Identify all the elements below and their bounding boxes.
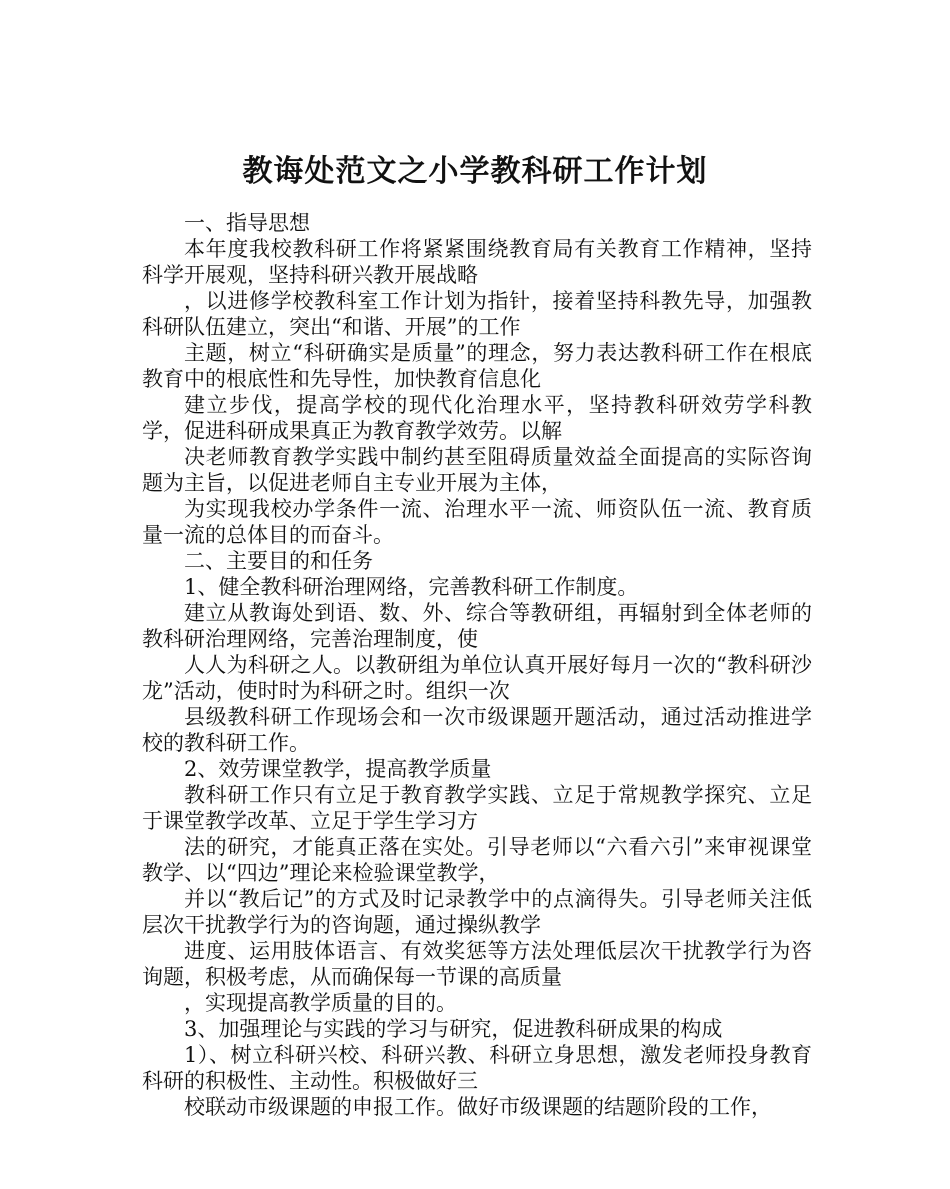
paragraph: 人人为科研之人。以教研组为单位认真开展好每月一次的“教科研沙龙”活动，使时时为科研之时。组织一次 [142,653,812,703]
paragraph: 1、健全教科研治理网络，完善教科研工作制度。 [184,575,639,599]
paragraph: 二、主要目的和任务 [184,549,373,573]
paragraph: 教科研工作只有立足于教育教学实践、立足于常规教学探究、立足于课堂教学改革、立足于学生学习方 [142,783,812,833]
paragraph: 2、效劳课堂教学，提高教学质量 [184,757,492,781]
paragraph: 本年度我校教科研工作将紧紧围绕教育局有关教育工作精神，坚持科学开展观，坚持科研兴教开展战略 [142,237,812,287]
paragraph: 并以“教后记”的方式及时记录教学中的点滴得失。引导老师关注低层次干扰教学行为的咨询题，通过操纵教学 [142,887,812,937]
paragraph: 一、指导思想 [184,211,310,235]
paragraph: 县级教科研工作现场会和一次市级课题开题活动，通过活动推进学校的教科研工作。 [142,705,812,755]
document-body [142,210,812,1120]
document-title: 教诲处范文之小学教科研工作计划 [242,154,708,190]
paragraph: ，以进修学校教科室工作计划为指针，接着坚持科教先导，加强教科研队伍建立，突出“和谐、开展”的工作 [142,289,812,339]
paragraph: 为实现我校办学条件一流、治理水平一流、师资队伍一流、教育质量一流的总体目的而奋斗。 [142,497,812,547]
paragraph: 1）、树立科研兴校、科研兴教、科研立身思想，激发老师投身教育科研的积极性、主动性。积极做好三 [142,1043,812,1093]
paragraph: 进度、运用肢体语言、有效奖惩等方法处理低层次干扰教学行为咨询题，积极考虑，从而确保每一节课的高质量 [142,939,812,989]
paragraph: 3、加强理论与实践的学习与研究，促进教科研成果的构成 [184,1017,723,1041]
paragraph: 主题，树立“科研确实是质量”的理念，努力表达教科研工作在根底教育中的根底性和先导性，加快教育信息化 [142,341,812,391]
paragraph: 校联动市级课题的申报工作。做好市级课题的结题阶段的工作， [184,1095,772,1119]
paragraph: 法的研究，才能真正落在实处。引导老师以“六看六引”来审视课堂教学、以“四边”理论来检验课堂教学， [142,835,812,885]
paragraph: ，实现提高教学质量的目的。 [184,991,457,1015]
paragraph: 建立步伐，提高学校的现代化治理水平，坚持教科研效劳学科教学，促进科研成果真正为教育教学效劳。以解 [142,393,812,443]
paragraph: 建立从教诲处到语、数、外、综合等教研组，再辐射到全体老师的教科研治理网络，完善治理制度，使 [142,601,812,651]
paragraph: 决老师教育教学实践中制约甚至阻碍质量效益全面提高的实际咨询题为主旨，以促进老师自主专业开展为主体， [142,445,812,495]
